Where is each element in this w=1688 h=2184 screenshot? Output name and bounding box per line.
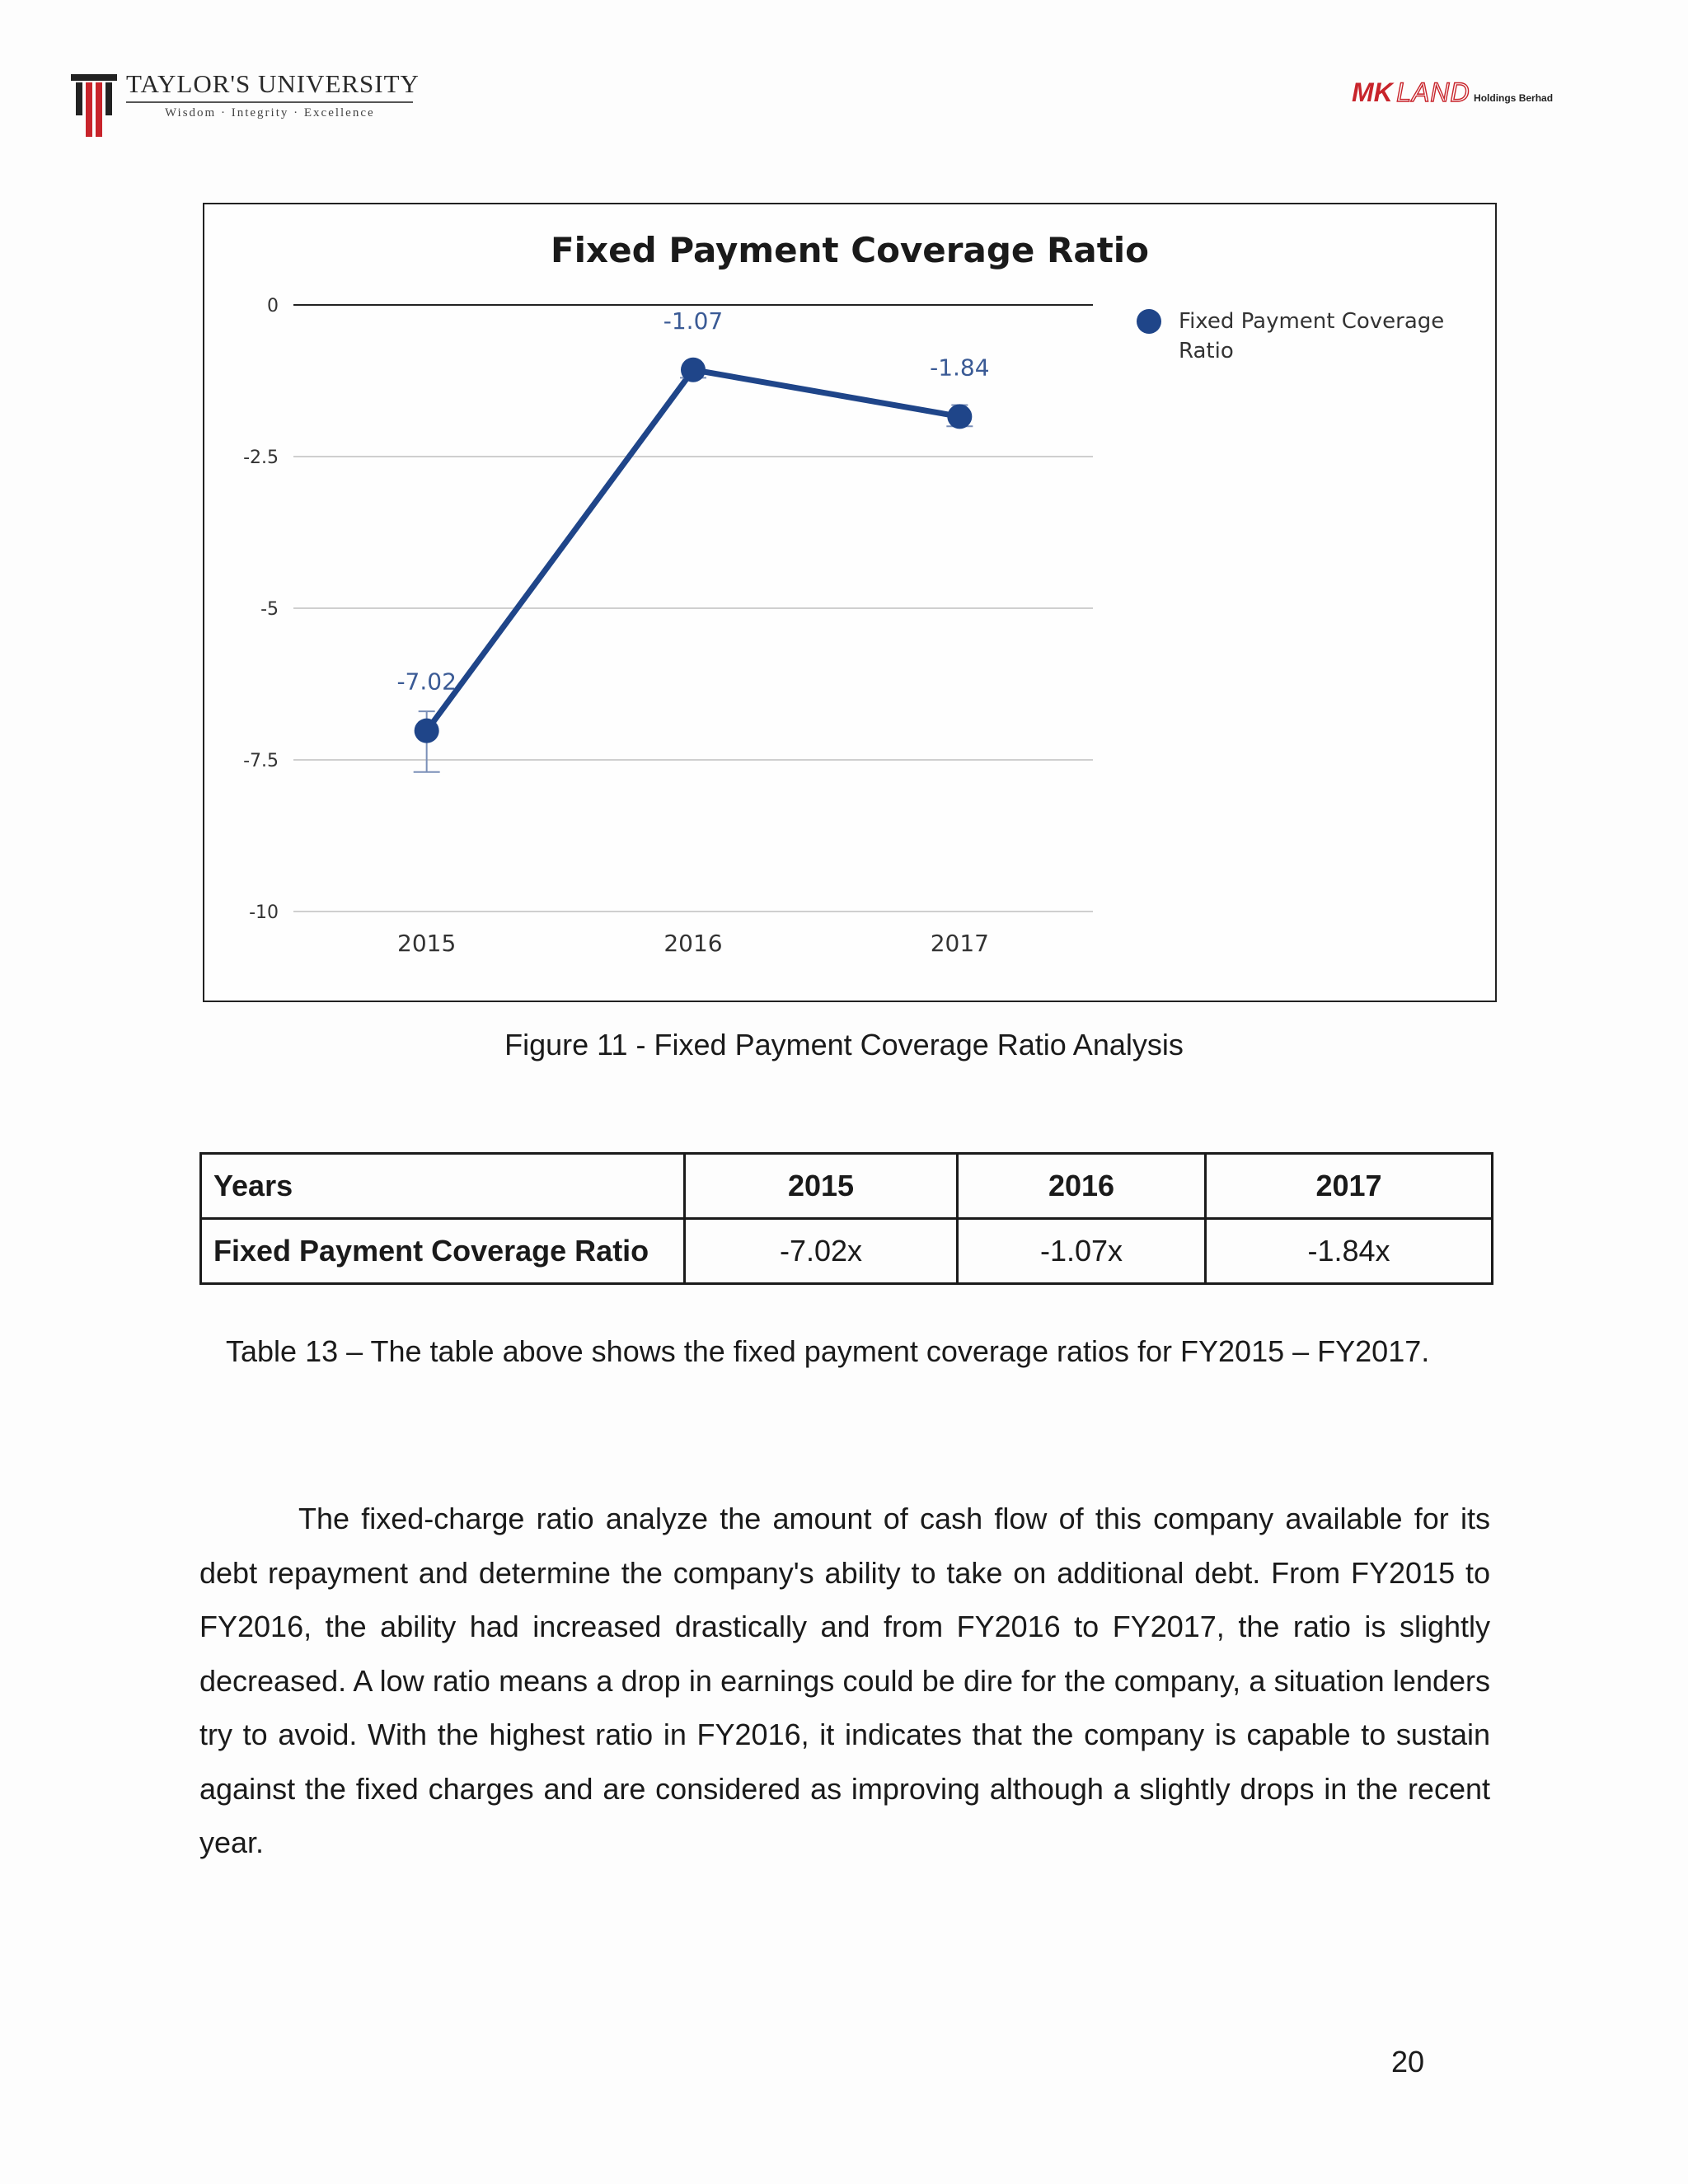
y-tick-label: -5 bbox=[260, 599, 279, 620]
y-tick-label: -7.5 bbox=[243, 751, 279, 771]
fixed-payment-coverage-chart bbox=[203, 203, 1497, 1002]
series-line bbox=[427, 370, 960, 731]
table-caption: Table 13 – The table above shows the fixed payment coverage ratios for FY2015 – FY2017. bbox=[226, 1334, 1430, 1368]
table-row-label: Fixed Payment Coverage Ratio bbox=[201, 1219, 685, 1284]
data-label: -1.84 bbox=[930, 354, 990, 382]
data-label: -1.07 bbox=[663, 307, 724, 335]
table-value-2017: -1.84x bbox=[1206, 1219, 1493, 1284]
x-tick-label: 2016 bbox=[663, 930, 723, 957]
data-point bbox=[947, 404, 972, 429]
university-name-rule bbox=[126, 101, 413, 103]
table-value-2015: -7.02x bbox=[685, 1219, 958, 1284]
page-number: 20 bbox=[1391, 2045, 1425, 2079]
figure-caption: Figure 11 - Fixed Payment Coverage Ratio Analysis bbox=[504, 1028, 1184, 1062]
y-tick-label: 0 bbox=[267, 296, 279, 316]
table-header-label: Years bbox=[201, 1154, 685, 1219]
y-tick-label: -2.5 bbox=[243, 448, 279, 468]
legend-label: Fixed Payment Coverage Ratio bbox=[1179, 309, 1445, 363]
data-point bbox=[681, 358, 706, 382]
mk-logo-land: LAND bbox=[1396, 77, 1470, 107]
table-year-2015: 2015 bbox=[685, 1154, 958, 1219]
university-name: TAYLOR'S UNIVERSITY bbox=[126, 69, 420, 98]
table-value-2016: -1.07x bbox=[958, 1219, 1206, 1284]
mk-logo-mk: MK bbox=[1352, 77, 1393, 107]
table-row bbox=[201, 1219, 1493, 1284]
data-label: -7.02 bbox=[396, 668, 457, 696]
table-year-2017: 2017 bbox=[1206, 1154, 1493, 1219]
y-tick-label: -10 bbox=[249, 902, 279, 923]
table-header-row bbox=[201, 1154, 1493, 1219]
university-tagline: Wisdom · Integrity · Excellence bbox=[165, 106, 375, 120]
mk-land-logo bbox=[1352, 77, 1553, 108]
x-tick-label: 2017 bbox=[930, 930, 989, 957]
body-paragraph: The fixed-charge ratio analyze the amount of cash flow of this company available for its debt repayment and determine the company's ability to take on additional debt. From FY2015 to FY2016, the ability had increased drastically and from FY2016 to FY2017, the ratio is slightly decreased. A low ratio means a drop in earnings could be dire for the company, a situation lenders try to avoid. With the highest ratio in FY2016, it indicates that the company is capable to sustain against the fixed charges and are considered as improving although a slightly drops in the recent year. bbox=[199, 1502, 1490, 1859]
table-year-2016: 2016 bbox=[958, 1154, 1206, 1219]
mk-logo-suffix: Holdings Berhad bbox=[1474, 92, 1554, 104]
ratio-table bbox=[199, 1152, 1493, 1285]
taylors-university-logo bbox=[69, 73, 119, 137]
x-tick-label: 2015 bbox=[397, 930, 457, 957]
legend-marker bbox=[1137, 309, 1161, 334]
data-point bbox=[415, 719, 439, 743]
chart-title: Fixed Payment Coverage Ratio bbox=[550, 230, 1150, 270]
